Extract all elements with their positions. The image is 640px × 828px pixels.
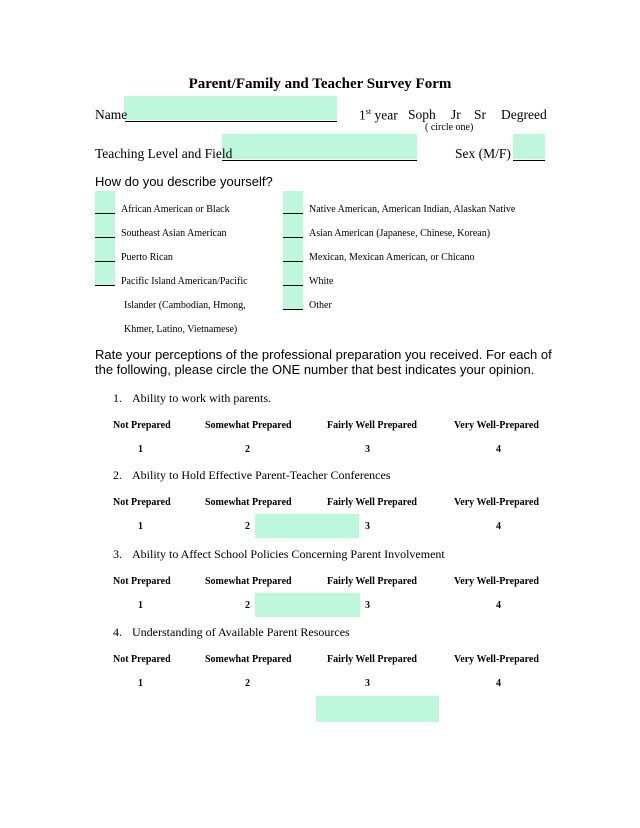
year-first-option[interactable] [359,107,398,124]
item-2-choice-4[interactable]: 4 [496,521,501,532]
checkbox-asian-american[interactable] [283,237,303,238]
item-3-scale-label-1: Not Prepared [113,576,171,587]
checkbox-pacific-island[interactable] [95,285,115,286]
item-1-scale-label-2: Somewhat Prepared [205,420,292,431]
name-input[interactable] [124,96,337,120]
item-1-number: 1. [113,391,122,405]
year-option-soph[interactable]: Soph [408,107,436,122]
circle-one-note: ( circle one) [425,122,474,133]
checkbox-native-american[interactable] [283,213,303,214]
item-3-choice-1[interactable]: 1 [138,600,143,611]
item-4-scale-label-2: Somewhat Prepared [205,654,292,665]
ethnicity-question: How do you describe yourself? [95,174,273,189]
item-3-scale-label-4: Very Well-Prepared [454,576,539,587]
item-3-scale-label-3: Fairly Well Prepared [327,576,417,587]
option-asian-american: Asian American (Japanese, Chinese, Korean) [309,228,491,239]
year-first-number: 1 [359,107,366,123]
item-4-choice-4[interactable]: 4 [496,678,501,689]
item-2-text: Ability to Hold Effective Parent-Teacher Conferences [132,468,391,482]
option-other: Other [309,300,332,311]
option-southeast-asian: Southeast Asian American [121,228,227,239]
checkbox-southeast-asian[interactable] [95,237,115,238]
option-native-american: Native American, American Indian, Alaskan Native [309,204,516,215]
item-2-choice-1[interactable]: 1 [138,521,143,532]
item-2-scale-label-3: Fairly Well Prepared [327,497,417,508]
year-option-jr[interactable]: Jr [451,107,461,122]
name-underline [125,121,337,122]
item-4-choice-2[interactable]: 2 [245,678,250,689]
item-3-choice-4[interactable]: 4 [496,600,501,611]
item-4-scale-label-4: Very Well-Prepared [454,654,539,665]
item-1-choice-3[interactable]: 3 [365,444,370,455]
year-first-word: year [374,107,398,123]
item-2-scale-label-1: Not Prepared [113,497,171,508]
item-2-scale-label-2: Somewhat Prepared [205,497,292,508]
sex-input[interactable] [513,134,545,159]
option-mexican-american: Mexican, Mexican American, or Chicano [309,252,475,263]
item-2-choice-2[interactable]: 2 [245,521,250,532]
item-1-scale-label-4: Very Well-Prepared [454,420,539,431]
item-3-response-field[interactable] [255,593,360,617]
rating-instructions-line1: Rate your perceptions of the professional preparation you received. For each of [95,347,552,362]
checkbox-white[interactable] [283,285,303,286]
item-2-scale-label-4: Very Well-Prepared [454,497,539,508]
item-2-response-field[interactable] [255,514,359,538]
checkbox-mexican-american[interactable] [283,261,303,262]
item-3-choice-2[interactable]: 2 [245,600,250,611]
year-first-sup: st [365,107,372,116]
option-pacific-island-cont2: Khmer, Latino, Vietnamese) [124,324,238,335]
name-label: Name [95,107,128,122]
item-1-choice-2[interactable]: 2 [245,444,250,455]
item-3-text: Ability to Affect School Policies Concerning Parent Involvement [132,547,445,561]
item-2-choice-3[interactable]: 3 [365,521,370,532]
item-4-scale-label-3: Fairly Well Prepared [327,654,417,665]
checkbox-african-american[interactable] [95,213,115,214]
form-title: Parent/Family and Teacher Survey Form [188,76,452,92]
item-4-text: Understanding of Available Parent Resources [132,625,350,639]
teaching-level-label: Teaching Level and Field [95,146,233,161]
item-3-number: 3. [113,547,122,561]
ethnicity-right-field-strip [283,191,303,309]
option-puerto-rican: Puerto Rican [121,252,173,263]
item-3-scale-label-2: Somewhat Prepared [205,576,292,587]
rating-instructions-line2: the following, please circle the ONE number that best indicates your opinion. [95,362,535,377]
ethnicity-left-field-strip [95,191,115,286]
option-african-american: African American or Black [121,204,230,215]
checkbox-puerto-rican[interactable] [95,261,115,262]
option-white: White [309,276,334,287]
item-3-choice-3[interactable]: 3 [365,600,370,611]
item-4-choice-3[interactable]: 3 [365,678,370,689]
item-1-scale-label-3: Fairly Well Prepared [327,420,417,431]
item-2-number: 2. [113,468,122,482]
teaching-level-underline [222,160,417,161]
option-pacific-island: Pacific Island American/Pacific [121,276,248,287]
item-1-choice-1[interactable]: 1 [138,444,143,455]
checkbox-other[interactable] [283,309,303,310]
year-option-degreed[interactable]: Degreed [501,107,547,122]
item-4-response-field[interactable] [316,696,439,722]
item-4-scale-label-1: Not Prepared [113,654,171,665]
item-1-choice-4[interactable]: 4 [496,444,501,455]
sex-label: Sex (M/F) [455,146,511,161]
item-1-text: Ability to work with parents. [132,391,271,405]
option-pacific-island-cont1: Islander (Cambodian, Hmong, [124,300,246,311]
year-option-sr[interactable]: Sr [474,107,487,122]
item-4-number: 4. [113,625,122,639]
item-4-choice-1[interactable]: 1 [138,678,143,689]
teaching-level-input[interactable] [222,134,417,159]
item-1-scale-label-1: Not Prepared [113,420,171,431]
sex-underline [513,160,545,161]
